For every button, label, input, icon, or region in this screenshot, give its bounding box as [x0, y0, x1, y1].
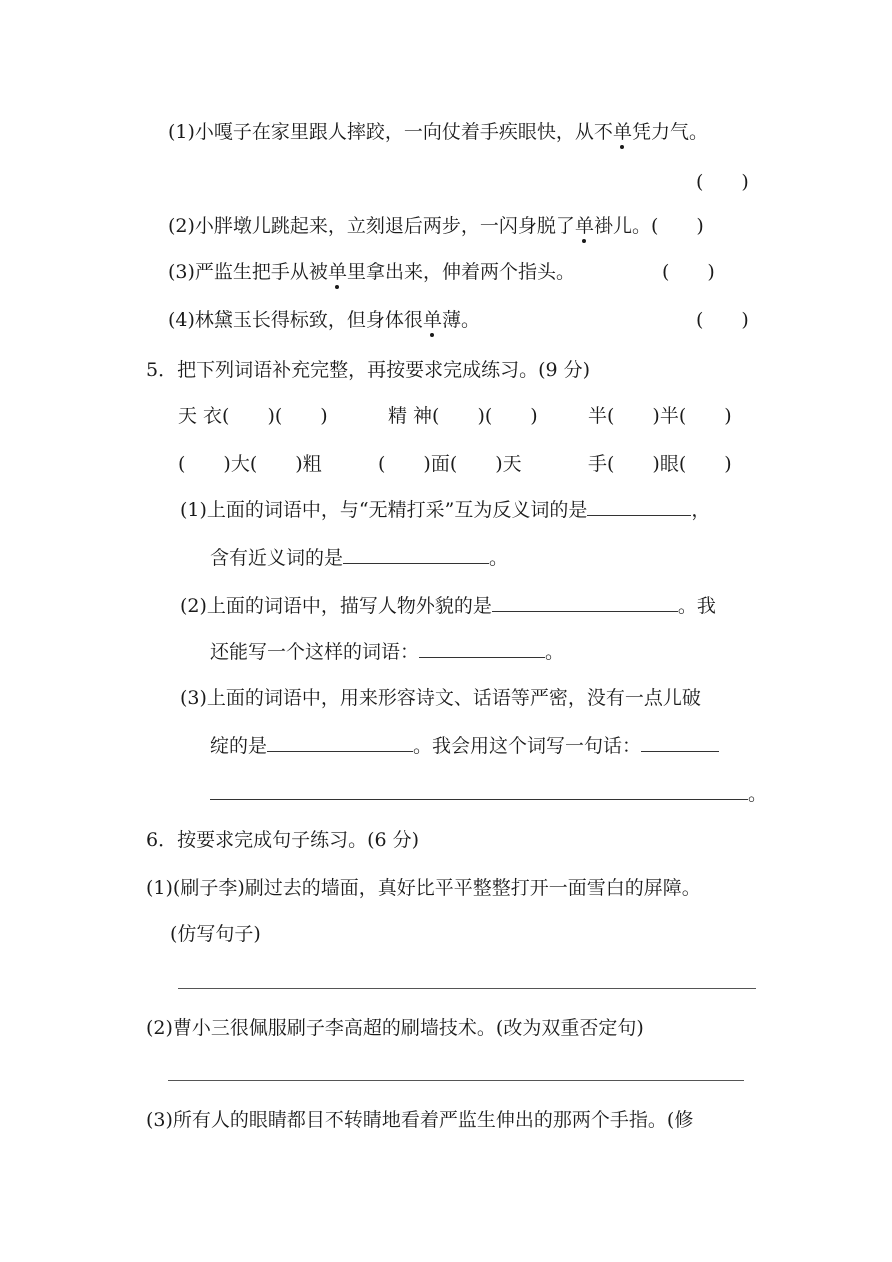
q6-title: 6．按要求完成句子练习。(6 分)	[146, 829, 420, 851]
dotted-char: 单	[422, 309, 442, 331]
answer-line[interactable]	[168, 1080, 744, 1081]
q5-sub3: (3)上面的词语中，用来形容诗文、话语等严密，没有一点儿破	[180, 687, 701, 709]
q6-item-1-hint: (仿写句子)	[170, 923, 261, 945]
dotted-char: 单	[574, 215, 594, 237]
q6-item-2: (2)曹小三很佩服刷子李高超的刷墙技术。(改为双重否定句)	[146, 1017, 644, 1039]
answer-line[interactable]	[178, 988, 756, 989]
answer-paren[interactable]: ( )	[696, 171, 749, 193]
word-fill[interactable]: ( )面( )天	[378, 453, 522, 475]
q5-sub2: (2)上面的词语中，描写人物外貌的是 。我	[180, 595, 716, 617]
q6-item-1: (1)(刷子李)刷过去的墙面，真好比平平整整打开一面雪白的屏障。	[146, 877, 701, 899]
answer-paren[interactable]: ( )	[650, 215, 704, 237]
q5-sub3-cont: 绽的是 。我会用这个词写一句话：	[210, 732, 719, 760]
q6-item-3: (3)所有人的眼睛都目不转睛地看着严监生伸出的那两个手指。(修	[146, 1109, 694, 1131]
q5-sub1: (1)上面的词语中，与“无精打采”互为反义词的是 ，	[180, 499, 711, 521]
answer-blank[interactable]	[419, 639, 545, 658]
answer-blank[interactable]	[641, 733, 719, 752]
word-fill[interactable]: 半( )半( )	[588, 405, 732, 427]
q5-sub1-cont: 含有近义词的是 。	[210, 547, 509, 569]
word-fill[interactable]: ( )大( )粗	[178, 453, 322, 475]
q4-item-2: (2)小胖墩儿跳起来，立刻退后两步，一闪身脱了单褂儿。( )	[168, 215, 704, 237]
word-fill[interactable]: 精 神( )( )	[388, 405, 538, 427]
answer-blank[interactable]	[492, 593, 678, 612]
dotted-char: 单	[327, 261, 347, 283]
answer-paren[interactable]: ( )	[696, 309, 749, 331]
q4-item-3: (3)严监生把手从被单里拿出来，伸着两个指头。	[168, 261, 575, 283]
answer-blank[interactable]	[587, 497, 691, 516]
answer-blank[interactable]	[267, 733, 413, 752]
answer-blank[interactable]	[343, 545, 489, 564]
q4-item-4: (4)林黛玉长得标致，但身体很单薄。	[168, 309, 480, 331]
q5-sub3-line: 。	[210, 780, 767, 808]
word-fill[interactable]: 手( )眼( )	[588, 453, 732, 475]
answer-paren[interactable]: ( )	[662, 261, 715, 283]
answer-blank[interactable]	[210, 781, 748, 800]
q5-title: 5．把下列词语补充完整，再按要求完成练习。(9 分)	[146, 359, 591, 381]
q4-item-1: (1)小嘎子在家里跟人摔跤，一向仗着手疾眼快，从不单凭力气。	[168, 121, 708, 143]
dotted-char: 单	[612, 121, 632, 143]
word-fill[interactable]: 天 衣( )( )	[178, 405, 328, 427]
q5-sub2-cont: 还能写一个这样的词语： 。	[210, 641, 565, 663]
